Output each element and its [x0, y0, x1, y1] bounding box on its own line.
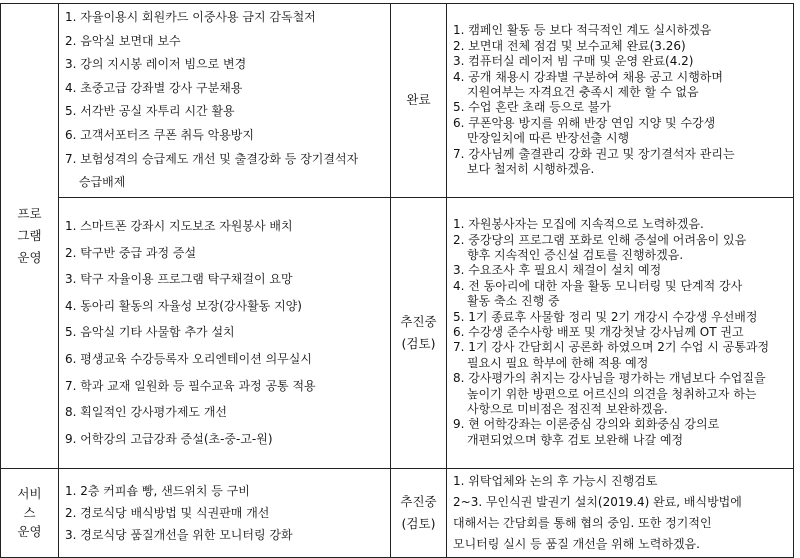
- list-item: 2. 탁구반 중급 과정 증설: [65, 245, 197, 260]
- list-item: 2. 경로식당 배식방법 및 식권판매 개선: [65, 505, 270, 520]
- list-item: 8. 강사평가의 취지는 강사님을 평가하는 개념보다 수업질을: [453, 371, 766, 386]
- category-cell: [1, 4, 59, 469]
- list-item: 9. 어학강의 고급강좌 증설(초-중-고-원): [65, 431, 273, 446]
- list-item: 모니터링 실시 등 품질 개선을 위해 노력하겠음.: [453, 536, 700, 551]
- actions-cell: [447, 197, 794, 468]
- list-item: 2. 보면대 전체 점검 및 보수교체 완료(3.26): [453, 38, 686, 53]
- list-item-continuation: 사항으로 미비점은 점진적 보완하겠음.: [467, 402, 668, 417]
- list-item: 4. 전 동아리에 대한 자율 활동 모니터링 및 단계적 강사: [453, 278, 743, 293]
- action-list: [447, 215, 793, 450]
- list-item-continuation: 보다 철저히 시행하겠음.: [467, 162, 595, 176]
- table-row: [1, 468, 794, 557]
- list-item: 5. 1기 종료후 사물함 정리 및 2기 개강시 수강생 우선배정: [453, 309, 758, 324]
- list-item: 7. 1기 강사 간담회시 공론화 하였으며 2기 수업 시 공통과정: [453, 340, 770, 355]
- table-row: [1, 197, 794, 468]
- issues-cell: [59, 197, 391, 468]
- list-item: 4. 동아리 활동의 자율성 보장(강사활동 지양): [65, 298, 302, 313]
- list-item-continuation: 필요시 필요 학부에 한해 적용 예정: [467, 355, 649, 370]
- actions-cell: [447, 4, 794, 198]
- list-item-continuation: 높이기 위한 방편으로 어르신의 의견을 청취하고자 하는: [467, 386, 757, 401]
- issue-list: [59, 211, 390, 454]
- list-item: 2~3. 무인식권 발권기 설치(2019.4) 완료, 배식방법에: [453, 494, 742, 509]
- list-item: 1. 위탁업체와 논의 후 가능시 진행검토: [453, 473, 658, 488]
- improvement-table: [0, 3, 794, 558]
- list-item: 5. 수업 혼란 초래 등으로 불가: [453, 100, 612, 115]
- action-list: [447, 469, 793, 557]
- list-item: 1. 자율이용시 회원카드 이중사용 금지 감독철저: [65, 10, 316, 24]
- list-item-continuation: 향후 지속적인 증신설 검토를 진행하겠음.: [467, 248, 684, 263]
- list-item: 7. 강사님께 출결관리 강화 권고 및 장기결석자 관리는: [453, 146, 735, 161]
- issue-list: [59, 478, 390, 548]
- list-item: 5. 음악실 기타 사물함 추가 설치: [65, 325, 235, 340]
- list-item: 3. 컴퓨터실 레이저 빔 구매 및 운영 완료(4.2): [453, 54, 694, 69]
- list-item: 6. 고객서포터즈 쿠폰 취득 악용방지: [65, 127, 254, 142]
- list-item: 2. 음악실 보면대 보수: [65, 33, 181, 48]
- list-item-continuation: 활동 축소 진행 중: [467, 294, 560, 309]
- list-item: 6. 평생교육 수강등록자 오리엔테이션 의무실시: [65, 352, 312, 367]
- list-item: 3. 강의 지시봉 레이저 빔으로 변경: [65, 57, 247, 72]
- list-item: 대해서는 간담회를 통해 협의 중임. 또한 정기적인: [453, 515, 712, 530]
- list-item: 3. 수요조사 후 필요시 채걸이 설치 예정: [453, 263, 662, 278]
- list-item: 4. 초중고급 강좌별 강사 구분채용: [65, 80, 243, 95]
- category-label: 서비 스 운영: [17, 486, 42, 540]
- list-item: 6. 수강생 준수사항 배포 및 개강첫날 강사님께 OT 권고: [453, 325, 744, 340]
- list-item: 3. 탁구 자율이용 프로그램 탁구채걸이 요망: [65, 272, 293, 287]
- list-item: 1. 스마트폰 강좌시 지도보조 자원봉사 배치: [65, 219, 293, 234]
- status-cell: [391, 468, 447, 557]
- actions-cell: [447, 468, 794, 557]
- status-label: 추진중 (검토): [400, 313, 437, 351]
- issues-cell: [59, 468, 391, 557]
- list-item: 7. 보험성격의 승급제도 개선 및 출결강화 등 장기결석자: [65, 151, 359, 166]
- list-item: 3. 경로식당 품질개선을 위한 모니터링 강화: [65, 527, 293, 542]
- issues-cell: [59, 4, 391, 198]
- list-item: 1. 캠페인 활동 등 보다 적극적인 계도 실시하겠음: [453, 23, 712, 38]
- category-label: 프로 그램 운영: [17, 205, 42, 265]
- status-cell: [391, 4, 447, 198]
- list-item: 9. 현 어학강좌는 이론중심 강의와 회화중심 강의로: [453, 417, 720, 432]
- list-item: 5. 서각반 공실 자투리 시간 활용: [65, 104, 235, 119]
- list-item-continuation: 지원여부는 자격요건 충족시 제한 할 수 없음: [467, 84, 699, 99]
- status-label: 완료: [406, 92, 431, 108]
- list-item-continuation: 만장일치에 따른 반장선출 시행: [467, 131, 630, 146]
- status-cell: [391, 197, 447, 468]
- list-item: 8. 획일적인 강사평가제도 개선: [65, 405, 227, 420]
- list-item-continuation: 승급배제: [79, 175, 126, 190]
- action-list: [447, 21, 793, 179]
- list-item: 6. 쿠폰악용 방지를 위해 반장 연임 지양 및 수강생: [453, 115, 716, 130]
- category-cell: [1, 468, 59, 557]
- list-item: 1. 자원봉사자는 모집에 지속적으로 노력하겠음.: [453, 217, 704, 232]
- list-item: 1. 2층 커피숍 빵, 샌드위치 등 구비: [65, 483, 250, 498]
- list-item-continuation: 개편되었으며 향후 검토 보완해 나갈 예정: [467, 432, 684, 447]
- issue-list: [59, 4, 390, 197]
- status-label: 추진중 (검토): [400, 493, 437, 531]
- list-item: 7. 학과 교재 일원화 등 필수교육 과정 공통 적용: [65, 378, 316, 393]
- table-row: [1, 4, 794, 198]
- list-item: 2. 중강당의 프로그램 포화로 인해 증설에 어려움이 있음: [453, 232, 747, 247]
- list-item: 4. 공개 채용시 강좌별 구분하여 채용 공고 시행하며: [453, 69, 723, 84]
